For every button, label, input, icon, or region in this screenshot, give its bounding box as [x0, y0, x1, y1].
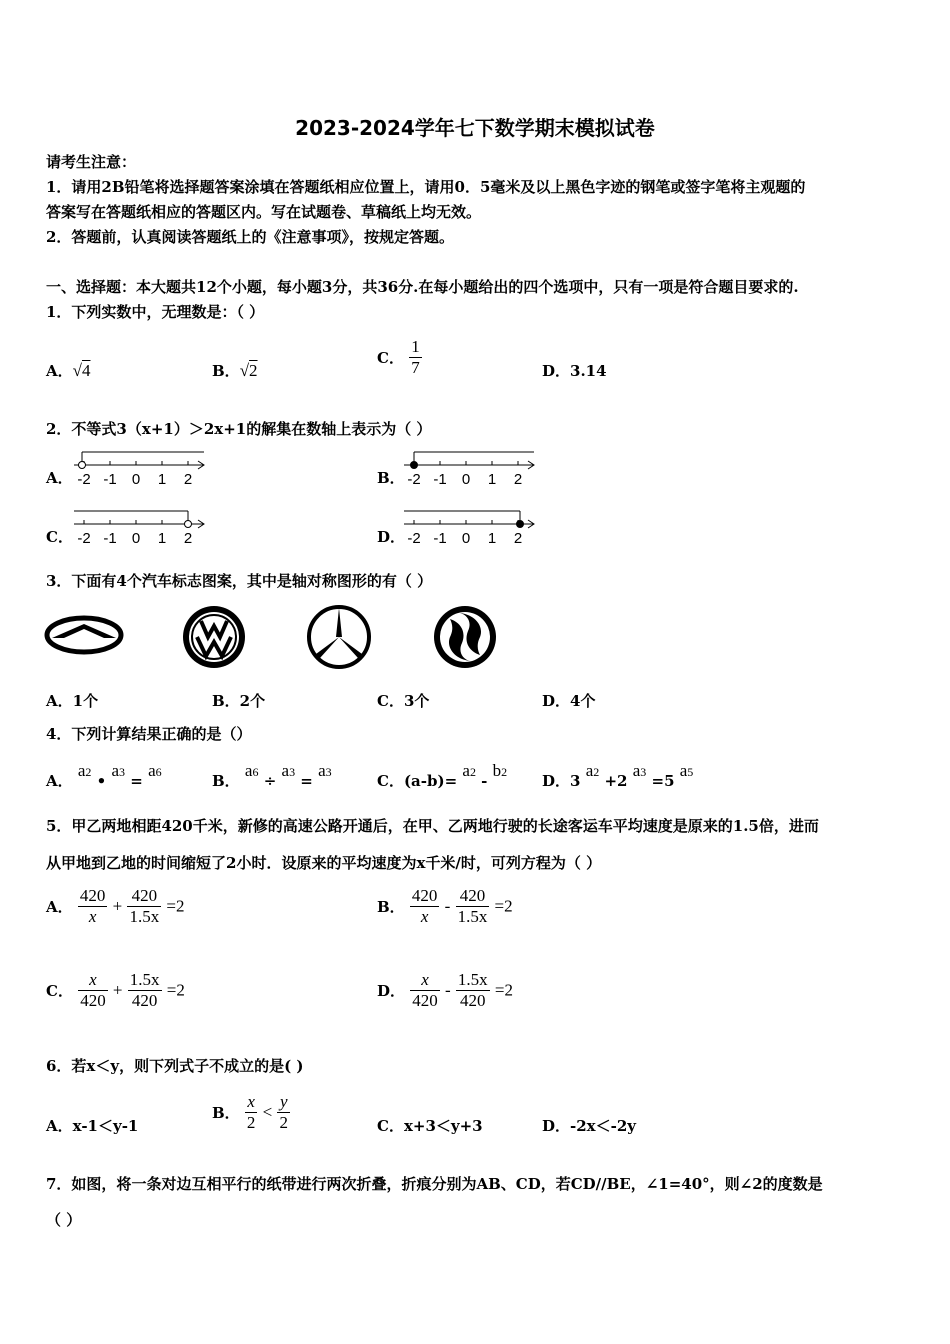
denominator: 420 [131, 991, 158, 1010]
exponent: 2 [593, 765, 600, 779]
q2-option-c-label: C． [46, 528, 73, 546]
operator: + [112, 896, 123, 916]
operator: + [112, 980, 123, 1000]
base: a [111, 761, 120, 780]
q1-option-c [377, 337, 422, 378]
operator: < [262, 1102, 273, 1122]
tick-marks [414, 461, 518, 465]
numerator: x [410, 970, 440, 991]
exponent: 3 [119, 765, 126, 779]
tick-labels [407, 471, 522, 488]
coefficient: 3 [570, 772, 581, 790]
tick-label: -1 [103, 471, 117, 488]
closed-point [411, 462, 418, 469]
q3-stem: 3．下面有4个汽车标志图案，其中是轴对称图形的有（ ） [46, 572, 433, 590]
operator: - [444, 980, 451, 1000]
denominator: 420 [80, 991, 106, 1010]
tick-marks [84, 520, 188, 524]
operator: - [444, 896, 451, 916]
tick-label: -2 [407, 530, 421, 547]
base: a [462, 761, 470, 780]
q7-stem-line-2: （ ） [46, 1211, 82, 1229]
q1-option-a-label: A． [46, 362, 73, 380]
equals: =5 [651, 772, 675, 790]
q1-option-c-label: C． [377, 349, 404, 367]
q2-number-line-d [400, 507, 540, 549]
q6-option-b [212, 1092, 290, 1133]
denominator: 420 [412, 991, 438, 1010]
tick-labels [407, 530, 522, 547]
tick-label: -2 [77, 530, 91, 547]
q1-option-d [542, 360, 607, 381]
fraction [410, 886, 440, 927]
exponent: 6 [252, 765, 259, 779]
denominator: 2 [279, 1113, 288, 1132]
exponent: 2 [85, 765, 92, 779]
q1-option-a [46, 360, 90, 381]
base: a [632, 761, 641, 780]
volkswagen-logo-icon [181, 604, 247, 670]
tick-label: 1 [157, 530, 167, 547]
tick-label: -1 [433, 530, 447, 547]
q1-option-d-label: D． [542, 362, 571, 380]
fraction [127, 886, 161, 927]
numerator: 1.5x [457, 970, 488, 989]
operator: ÷ [263, 772, 277, 790]
q1-option-c-fraction [409, 337, 422, 378]
tick-label: 2 [183, 530, 193, 547]
q4-option-b [212, 761, 332, 791]
exponent: 6 [155, 765, 162, 779]
exponent: 2 [469, 765, 476, 779]
q2-option-a-label: A． [46, 469, 73, 487]
q7-stem-line-1: 7．如图，将一条对边互相平行的纸带进行两次折叠，折痕分别为AB、CD，若CD//BE，∠1=40°，则∠2的度数是 [46, 1175, 823, 1193]
notice-line-2: 2．答题前，认真阅读答题纸上的《注意事项》，按规定答题。 [46, 228, 454, 246]
q1-stem: 1．下列实数中，无理数是：（ ） [46, 303, 265, 321]
tick-label: -2 [407, 471, 421, 488]
tick-marks [84, 461, 188, 465]
tick-label: 2 [513, 530, 523, 547]
q6-option-d: D．-2x＜-2y [542, 1117, 636, 1135]
tick-label: -1 [103, 530, 117, 547]
q2-number-line-a [70, 448, 210, 490]
fraction [456, 970, 490, 1011]
numerator: 420 [79, 886, 106, 905]
tick-label: 2 [513, 471, 523, 488]
infiniti-logo-icon [44, 612, 124, 658]
q5-option-c [46, 970, 185, 1011]
denominator: x [88, 907, 97, 926]
fraction [128, 970, 162, 1011]
fraction [78, 970, 108, 1011]
denominator: 2 [246, 1113, 256, 1132]
exponent: 3 [289, 765, 296, 779]
q2-option-d-label: D． [377, 528, 406, 546]
q6-option-c: C．x+3＜y+3 [377, 1117, 483, 1135]
tick-label: 1 [487, 530, 497, 547]
tick-label: -2 [77, 471, 91, 488]
fraction [78, 886, 108, 927]
denominator: 7 [411, 358, 420, 377]
q4-option-d-label: D． [542, 772, 571, 790]
equals: = [130, 772, 143, 790]
operator: • [96, 772, 107, 790]
rhs: =2 [166, 896, 185, 916]
tick-label: 1 [487, 471, 497, 488]
base: a [148, 761, 156, 780]
numerator: x [245, 1092, 258, 1113]
rhs: =2 [494, 896, 513, 916]
tick-labels [77, 530, 192, 547]
base: a [585, 761, 594, 780]
q1-option-a-radicand: 4 [81, 361, 91, 380]
exponent: 5 [687, 765, 694, 779]
q4-option-b-label: B． [212, 772, 240, 790]
dongfeng-logo-icon [432, 603, 498, 671]
q2-stem: 2．不等式3（x+1）＞2x+1的解集在数轴上表示为（ ） [46, 420, 432, 438]
rhs: =2 [494, 980, 513, 1000]
tick-label: 0 [461, 471, 471, 488]
tick-labels [77, 471, 192, 488]
q3-option-c: C．3个 [377, 692, 430, 710]
numerator: 420 [411, 886, 438, 905]
numerator: 1.5x [129, 970, 160, 989]
base: a [77, 761, 86, 780]
numerator: 420 [456, 886, 490, 907]
tick-marks [414, 520, 518, 524]
tick-label: 0 [131, 530, 141, 547]
q4-option-c [377, 761, 508, 791]
fraction [410, 970, 440, 1011]
numerator: y [277, 1092, 290, 1113]
q5-stem-line-2: 从甲地到乙地的时间缩短了2小时．设原来的平均速度为x千米/时，可列方程为（ ） [46, 854, 602, 872]
q4-option-d [542, 761, 694, 791]
mercedes-logo-icon [306, 604, 372, 670]
denominator: x [420, 907, 429, 926]
q4-option-a [46, 761, 162, 791]
operator: +2 [604, 772, 628, 790]
equals: = [300, 772, 313, 790]
exponent: 3 [325, 765, 332, 779]
q4-stem: 4．下列计算结果正确的是（） [46, 725, 252, 743]
q2-number-line-b [400, 448, 540, 490]
fraction [245, 1092, 258, 1133]
q5-option-b-label: B． [377, 898, 405, 916]
base: a [281, 761, 290, 780]
tick-label: 1 [157, 471, 167, 488]
fraction [277, 1092, 290, 1133]
q6-stem: 6．若x＜y，则下列式子不成立的是( ) [46, 1057, 304, 1075]
expression: (a-b)= [403, 772, 458, 790]
page-title: 2023-2024学年七下数学期末模拟试卷 [295, 116, 655, 140]
q5-option-d [377, 970, 513, 1011]
base: a [244, 761, 253, 780]
exponent: 2 [501, 765, 508, 779]
denominator: 420 [460, 991, 486, 1010]
q1-option-b [212, 360, 258, 381]
rhs: =2 [166, 980, 185, 1000]
base: b [492, 761, 502, 780]
q1-option-b-label: B． [212, 362, 240, 380]
base: a [318, 761, 326, 780]
open-point [79, 462, 86, 469]
q1-option-b-radicand: 2 [249, 361, 258, 380]
q4-option-a-label: A． [46, 772, 73, 790]
numerator: 1 [411, 337, 420, 356]
open-point [185, 521, 192, 528]
base: a [679, 761, 688, 780]
closed-point [517, 521, 524, 528]
q3-option-b: B．2个 [212, 692, 266, 710]
tick-label: -1 [433, 471, 447, 488]
q1-option-d-value: 3.14 [570, 362, 607, 380]
section-1-heading: 一、选择题：本大题共12个小题，每小题3分，共36分.在每小题给出的四个选项中，只有一项是符合题目要求的. [46, 278, 799, 296]
fraction [456, 886, 490, 927]
q2-option-b-label: B． [377, 469, 405, 487]
exponent: 3 [640, 765, 647, 779]
tick-label: 0 [131, 471, 141, 488]
notice-line-1a: 1．请用2B铅笔将选择题答案涂填在答题纸相应位置上，请用0．5毫米及以上黑色字迹的钢笔或签字笔将主观题的 [46, 178, 806, 196]
denominator: 1.5x [129, 907, 160, 926]
numerator: 420 [127, 886, 161, 907]
sqrt-sign: √ [72, 361, 82, 380]
sqrt-sign: √ [239, 361, 250, 380]
q5-option-b [377, 886, 513, 927]
operator: - [481, 772, 488, 790]
numerator: x [78, 970, 108, 991]
q5-option-c-label: C． [46, 982, 73, 1000]
denominator: 1.5x [457, 907, 488, 926]
q2-number-line-c [70, 507, 210, 549]
q3-option-a: A．1个 [46, 692, 99, 710]
q5-option-a-label: A． [46, 898, 73, 916]
q5-option-d-label: D． [377, 982, 406, 1000]
q3-option-d: D．4个 [542, 692, 596, 710]
q6-option-b-label: B． [212, 1104, 240, 1122]
q5-stem-line-1: 5．甲乙两地相距420千米，新修的高速公路开通后，在甲、乙两地行驶的长途客运车平均速度是原来的1.5倍，进而 [46, 817, 819, 835]
notice-heading: 请考生注意： [46, 153, 137, 171]
q6-option-a: A．x-1＜y-1 [46, 1117, 139, 1135]
tick-label: 0 [461, 530, 471, 547]
notice-line-1b: 答案写在答题纸相应的答题区内。写在试题卷、草稿纸上均无效。 [46, 203, 482, 221]
tick-label: 2 [183, 471, 193, 488]
q5-option-a [46, 886, 185, 927]
q4-option-c-label: C． [377, 772, 404, 790]
